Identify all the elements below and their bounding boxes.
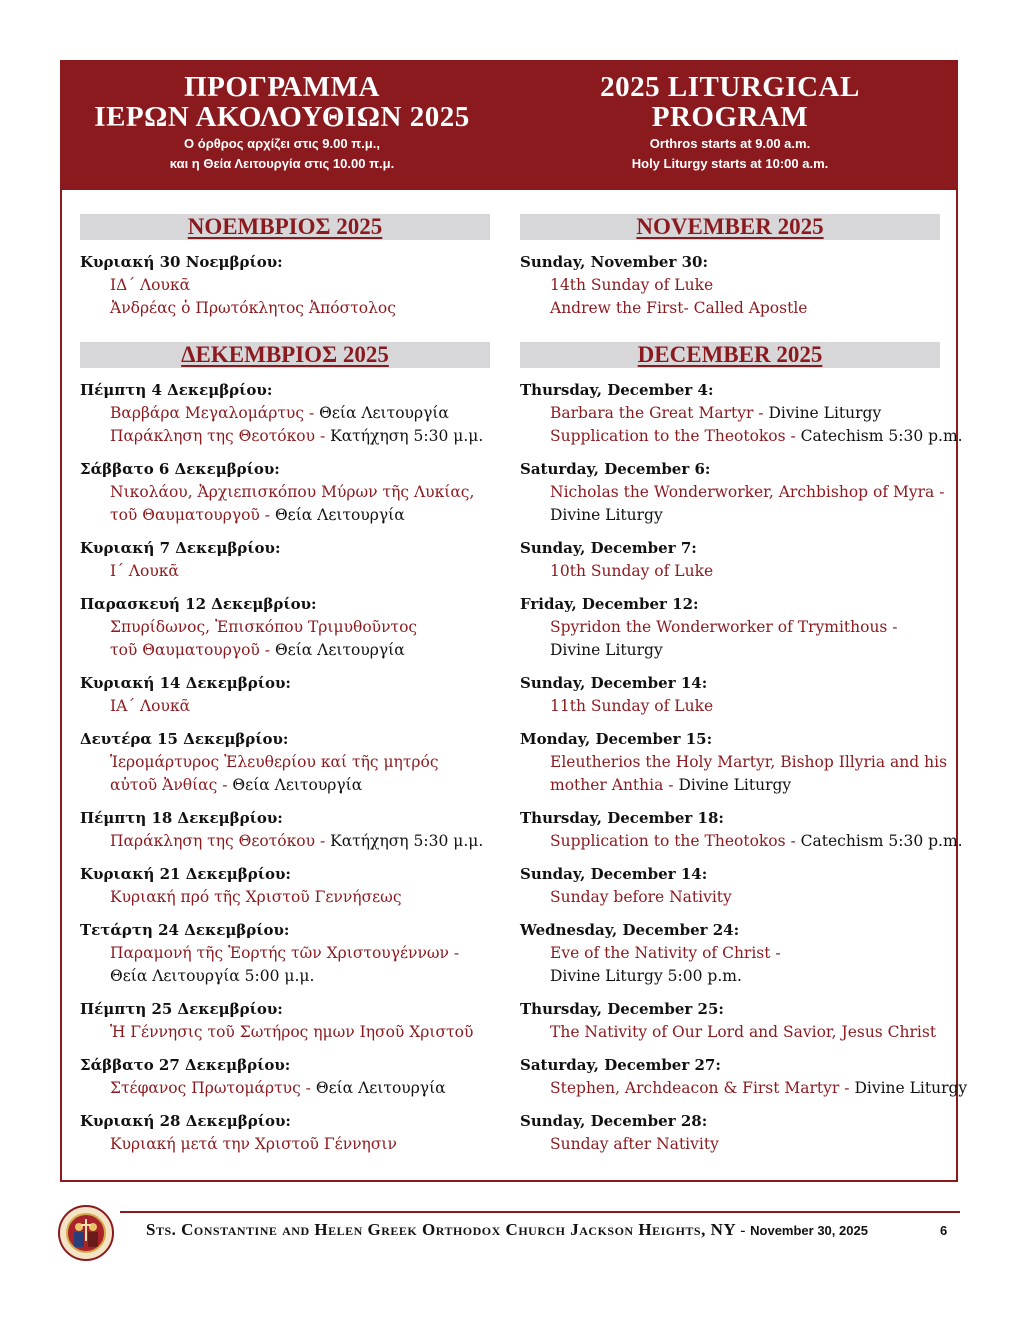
entry-date: Saturday, December 27: xyxy=(520,1056,721,1074)
entry-feast-line xyxy=(520,402,940,425)
feast-name: Ι΄ Λουκᾶ xyxy=(110,562,179,580)
entry-feast-line xyxy=(80,481,490,504)
entry-date: Saturday, December 6: xyxy=(520,460,711,478)
entry-date: Sunday, November 30: xyxy=(520,253,708,271)
schedule-entry xyxy=(520,537,940,583)
feast-name: Σπυρίδωνος, Ἐπισκόπου Τριμυθοῦντος xyxy=(110,618,418,636)
feast-name: Ἀνδρέας ὁ Πρωτόκλητος Ἀπόστολος xyxy=(110,299,396,317)
schedule-entry xyxy=(80,537,490,583)
schedule-entry xyxy=(80,458,490,527)
schedule-entry xyxy=(80,1054,490,1100)
service-name: Divine Liturgy xyxy=(854,1079,968,1097)
entry-date: Σάββατο 27 Δεκεμβρίου: xyxy=(80,1056,291,1074)
entry-date: Friday, December 12: xyxy=(520,595,699,613)
schedule-entry xyxy=(520,593,940,662)
service-name: Divine Liturgy xyxy=(678,776,792,794)
schedule-entry xyxy=(520,458,945,527)
entry-date: Thursday, December 25: xyxy=(520,1000,724,1018)
entry-date: Πέμπτη 18 Δεκεμβρίου: xyxy=(80,809,283,827)
entry-feast-line xyxy=(520,774,940,797)
entry-feast-line xyxy=(520,639,940,662)
greek-month-heading xyxy=(80,214,490,240)
bulletin-date: November 30, 2025 xyxy=(750,1223,868,1238)
feast-name: The Nativity of Our Lord and Savior, Jesus Christ xyxy=(550,1023,937,1041)
feast-name: Sunday before Nativity xyxy=(550,888,732,906)
entry-feast-line xyxy=(80,751,490,774)
schedule-entry xyxy=(80,379,490,448)
entry-date: Σάββατο 6 Δεκεμβρίου: xyxy=(80,460,280,478)
entry-feast-line xyxy=(80,695,490,718)
schedule-entry xyxy=(520,672,940,718)
feast-name: Ἱερομάρτυρος Ἐλευθερίου καί τῆς μητρός xyxy=(110,753,439,771)
english-december-list xyxy=(520,379,968,1156)
service-name: Catechism 5:30 p.m. xyxy=(800,427,963,445)
english-column xyxy=(520,214,968,1166)
entry-feast-line xyxy=(80,886,490,909)
feast-name: Παραμονή τῆς Ἑορτής τῶν Χριστουγέννων - xyxy=(110,944,460,962)
entry-feast-line xyxy=(80,504,490,527)
entry-feast-line xyxy=(80,965,490,988)
feast-name: Supplication to the Theotokos - xyxy=(550,427,801,445)
feast-name: Stephen, Archdeacon & First Martyr - xyxy=(550,1079,855,1097)
english-month-heading xyxy=(520,342,940,368)
month-title: DECEMBER 2025 xyxy=(637,342,823,367)
entry-feast-line xyxy=(80,830,490,853)
feast-name: Βαρβάρα Μεγαλομάρτυς - xyxy=(110,404,320,422)
entry-date: Sunday, December 14: xyxy=(520,865,708,883)
feast-name: mother Anthia - xyxy=(550,776,679,794)
service-name: Divine Liturgy xyxy=(550,506,663,524)
service-name: Θεία Λειτουργία xyxy=(315,1079,446,1097)
entry-date: Monday, December 15: xyxy=(520,730,713,748)
footer-rule xyxy=(120,1211,960,1213)
entry-feast-line xyxy=(80,639,490,662)
entry-feast-line xyxy=(80,274,490,297)
feast-name: 10th Sunday of Luke xyxy=(550,562,714,580)
feast-name: Παράκληση της Θεοτόκου - xyxy=(110,832,331,850)
header-banner xyxy=(62,62,956,190)
entry-date: Κυριακή 28 Δεκεμβρίου: xyxy=(80,1112,291,1130)
schedule-entry xyxy=(520,728,948,797)
entry-feast-line xyxy=(80,1133,490,1156)
schedule-entry xyxy=(80,593,490,662)
entry-feast-line xyxy=(80,425,490,448)
feast-name: Κυριακή πρό τῆς Χριστοῦ Γεννήσεως xyxy=(110,888,402,906)
program-frame xyxy=(60,60,968,1182)
entry-date: Sunday, December 7: xyxy=(520,539,697,557)
entry-feast-line xyxy=(80,774,490,797)
schedule-entry xyxy=(520,919,940,988)
entry-feast-line xyxy=(80,560,490,583)
entry-date: Πέμπτη 4 Δεκεμβρίου: xyxy=(80,381,273,399)
entry-date: Δευτέρα 15 Δεκεμβρίου: xyxy=(80,730,289,748)
feast-name: Supplication to the Theotokos - xyxy=(550,832,801,850)
month-title: ΔΕΚΕΜΒΡΙΟΣ 2025 xyxy=(181,342,389,367)
entry-date: Κυριακή 21 Δεκεμβρίου: xyxy=(80,865,291,883)
month-title: ΝΟΕΜΒΡΙΟΣ 2025 xyxy=(187,214,383,239)
entry-feast-line xyxy=(520,297,940,320)
schedule-entry xyxy=(80,863,490,909)
entry-feast-line xyxy=(520,965,940,988)
schedule-entry xyxy=(520,1054,968,1100)
entry-feast-line xyxy=(520,886,940,909)
feast-name: Spyridon the Wonderworker of Trymithous - xyxy=(550,618,898,636)
greek-title-line2: ΙΕΡΩΝ ΑΚΟΛΟΥΘΙΩΝ 2025 xyxy=(94,101,470,133)
entry-date: Τετάρτη 24 Δεκεμβρίου: xyxy=(80,921,290,939)
service-name: Θεία Λειτουργία xyxy=(232,776,363,794)
schedule-entry xyxy=(80,251,490,320)
schedule-entry xyxy=(520,863,940,909)
feast-name: Παράκληση της Θεοτόκου - xyxy=(110,427,331,445)
schedule-entry xyxy=(520,807,963,853)
schedule-entry xyxy=(80,672,490,718)
page-number: 6 xyxy=(940,1223,948,1238)
service-name: Θεία Λειτουργία xyxy=(274,641,405,659)
service-name: Divine Liturgy xyxy=(550,641,663,659)
entry-date: Thursday, December 4: xyxy=(520,381,714,399)
entry-date: Thursday, December 18: xyxy=(520,809,724,827)
saints-icon xyxy=(66,1213,106,1253)
english-november-list xyxy=(520,251,940,320)
feast-name: Barbara the Great Martyr - xyxy=(550,404,769,422)
english-title-line2: PROGRAM xyxy=(651,101,809,133)
entry-feast-line xyxy=(80,616,490,639)
entry-feast-line xyxy=(520,1077,968,1100)
greek-month-heading xyxy=(80,342,490,368)
schedule-entry xyxy=(520,1110,940,1156)
feast-name: Andrew the First- Called Apostle xyxy=(550,299,808,317)
feast-name: 11th Sunday of Luke xyxy=(550,697,714,715)
feast-name: Nicholas the Wonderworker, Archbishop of Myra - xyxy=(550,483,945,501)
service-name: Θεία Λειτουργία xyxy=(319,404,449,422)
greek-november-list xyxy=(80,251,490,320)
service-name: Divine Liturgy xyxy=(768,404,882,422)
feast-name: Ἡ Γέννησις τοῦ Σωτήρος ημων Ιησοῦ Χριστοῦ xyxy=(110,1023,474,1041)
greek-column xyxy=(80,214,490,1166)
entry-date: Sunday, December 14: xyxy=(520,674,708,692)
schedule-entry xyxy=(80,807,490,853)
entry-feast-line xyxy=(80,1021,490,1044)
schedule-entry xyxy=(80,1110,490,1156)
entry-feast-line xyxy=(80,402,490,425)
feast-name: Eleutherios the Holy Martyr, Bishop Illyria and his xyxy=(550,753,948,771)
entry-feast-line xyxy=(80,1077,490,1100)
feast-name: 14th Sunday of Luke xyxy=(550,276,714,294)
entry-feast-line xyxy=(520,616,940,639)
feast-name: τοῦ Θαυματουργοῦ - xyxy=(110,641,275,659)
feast-name: Sunday after Nativity xyxy=(550,1135,719,1153)
service-name: Κατήχηση 5:30 μ.μ. xyxy=(330,832,484,850)
feast-name: αὐτοῦ Ἀνθίας - xyxy=(110,776,233,794)
entry-feast-line xyxy=(520,425,963,448)
english-title-line1: 2025 LITURGICAL xyxy=(600,71,860,103)
church-seal-icon xyxy=(58,1205,114,1261)
feast-name: Νικολάου, Ἀρχιεπισκόπου Μύρων τῆς Λυκίας, xyxy=(110,483,475,501)
entry-feast-line xyxy=(520,751,948,774)
english-subtitle-line1: Orthros starts at 9.00 a.m. xyxy=(649,136,811,151)
entry-feast-line xyxy=(80,297,490,320)
feast-name: τοῦ Θαυματουργοῦ - xyxy=(110,506,275,524)
entry-date: Wednesday, December 24: xyxy=(520,921,740,939)
entry-date: Sunday, December 28: xyxy=(520,1112,708,1130)
entry-feast-line xyxy=(520,481,945,504)
english-month-heading xyxy=(520,214,940,240)
entry-feast-line xyxy=(520,830,963,853)
schedule-entry xyxy=(80,919,490,988)
church-name: Sts. Constantine and Helen Greek Orthodox Church Jackson Heights, NY xyxy=(146,1220,737,1239)
entry-feast-line xyxy=(520,274,940,297)
entry-date: Παρασκευή 12 Δεκεμβρίου: xyxy=(80,595,317,613)
schedule-entry xyxy=(520,379,963,448)
entry-date: Κυριακή 14 Δεκεμβρίου: xyxy=(80,674,291,692)
feast-name: ΙΑ΄ Λουκᾶ xyxy=(110,697,191,715)
greek-subtitle-line2: και η Θεία Λειτουργία στις 10.00 π.μ. xyxy=(169,156,395,171)
schedule-entry xyxy=(80,998,490,1044)
feast-name: Eve of the Nativity of Christ - xyxy=(550,944,781,962)
service-name: Κατήχηση 5:30 μ.μ. xyxy=(330,427,484,445)
entry-date: Κυριακή 7 Δεκεμβρίου: xyxy=(80,539,281,557)
service-name: Divine Liturgy 5:00 p.m. xyxy=(550,967,742,985)
schedule-entry xyxy=(520,251,940,320)
greek-title-line1: ΠΡΟΓΡΑΜΜΑ xyxy=(184,71,380,103)
greek-subtitle-line1: Ο όρθρος αρχίζει στις 9.00 π.μ., xyxy=(184,136,380,151)
entry-feast-line xyxy=(520,504,940,527)
entry-feast-line xyxy=(520,560,940,583)
footer-church xyxy=(146,1220,868,1240)
entry-feast-line xyxy=(520,1133,940,1156)
entry-feast-line xyxy=(80,942,490,965)
english-subtitle-line2: Holy Liturgy starts at 10:00 a.m. xyxy=(631,156,829,171)
footer-separator: - xyxy=(736,1223,751,1239)
entry-feast-line xyxy=(520,695,940,718)
feast-name: Κυριακή μετά την Χριστοῦ Γέννησιν xyxy=(110,1135,397,1153)
month-title: NOVEMBER 2025 xyxy=(636,214,824,239)
greek-december-list xyxy=(80,379,490,1156)
service-name: Θεία Λειτουργία xyxy=(274,506,405,524)
schedule-entry xyxy=(80,728,490,797)
entry-feast-line xyxy=(520,1021,940,1044)
service-name: Θεία Λειτουργία 5:00 μ.μ. xyxy=(110,967,315,985)
greek-banner xyxy=(62,72,502,174)
entry-date: Πέμπτη 25 Δεκεμβρίου: xyxy=(80,1000,283,1018)
feast-name: ΙΔ΄ Λουκᾶ xyxy=(110,276,191,294)
service-name: Catechism 5:30 p.m. xyxy=(800,832,963,850)
feast-name: Στέφανος Πρωτομάρτυς - xyxy=(110,1079,316,1097)
schedule-entry xyxy=(520,998,940,1044)
english-banner xyxy=(510,72,950,174)
entry-date: Κυριακή 30 Νοεμβρίου: xyxy=(80,253,283,271)
entry-feast-line xyxy=(520,942,940,965)
